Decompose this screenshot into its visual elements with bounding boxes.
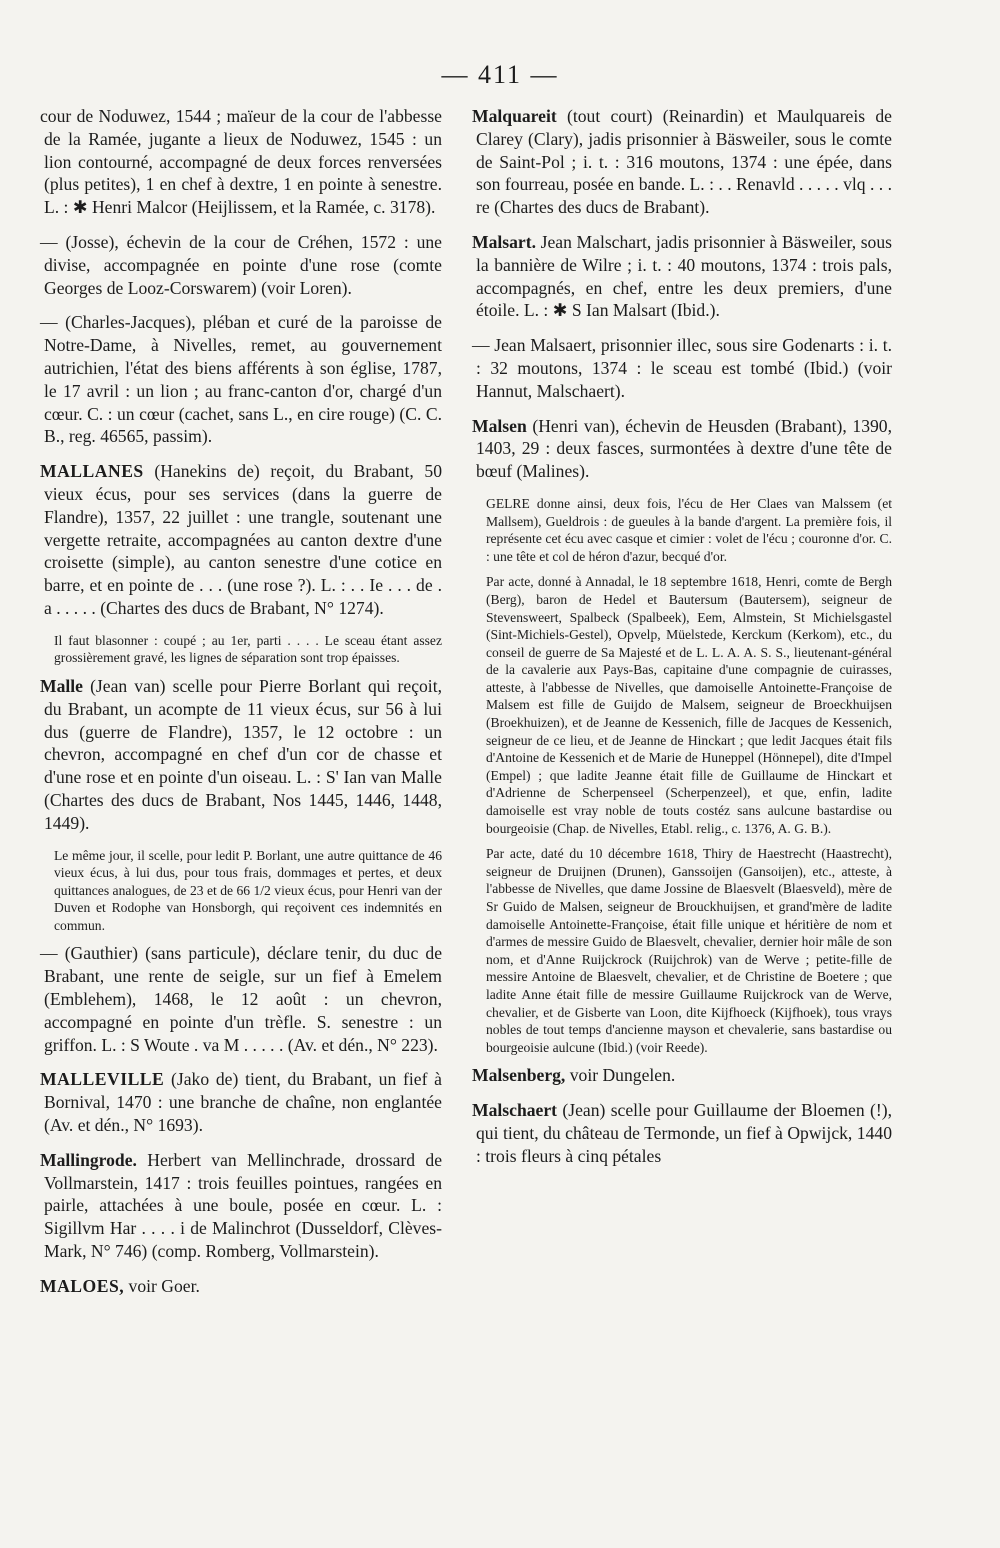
left-column	[40, 105, 442, 1310]
entry-heading: Malschaert	[472, 1100, 558, 1121]
entry-heading: MALLANES	[40, 461, 144, 482]
entry-heading: Malsart.	[472, 231, 537, 252]
entry-heading: Malle	[40, 675, 83, 696]
entry-heading: Malsenberg,	[472, 1065, 566, 1086]
entry-noduwez-continuation: cour de Noduwez, 1544 ; maïeur de la cour de l'abbesse de la Ramée, jugante a lieux de Noduwez, 1545 : un lion contourné, accompagné de deux forces renversées (plus petites), 1 en chef à dextre, 1 en pointe à senestre. L. : ✱ Henri Malcor (Heijlissem, et la Ramée, c. 3178).	[40, 106, 442, 218]
note-acte-1618-september: Par acte, donné à Annadal, le 18 septembre 1618, Henri, comte de Bergh (Berg), baron de Hedel et Bautersum (Bautersem), seigneur de Stevensweert, Spalbeck (Spalbeek), Eem, Almstein, St Michielsgastel (Sint-Michiels-Gestel), Opvelp, Müelstede, Kerckum (Kerkom), etc., du conseil de guerre de Sa Majesté et de L. L. A. A. S. S., lieutenant-général de la cavalerie aux Pays-Bas, capitaine d'une compagnie de cuirasses, atteste, à l'abbesse de Nivelles, que damoiselle Antoinette-Françoise de Malsem est fille de Guijdo de Malsem, seigneur de Broeckhuijsen (Broekhuizen), et de Jeanne de Kessenich, fille de Jacques de Kessenich, seigneur de ce lieu, et de Jeanne de Hinckart ; que ledit Jacques était fils d'Antoine de Kessenich et de Marie de Huneppel (Hönnepel), dite d'Impel (Empel) ; que ladite Jeanne était fille de Guillaume de Hinckart et d'Adrienne de Scherpenseel (Scherpenzeel), et que, enfin, ladite damoiselle est vray noble de touts costéz sans aulcune bastardise ou bourgeoisie (Chap. de Nivelles, Etabl. relig., c. 1376, A. G. B.).	[486, 574, 892, 836]
note-mallanes: Il faut blasonner : coupé ; au 1er, parti . . . . Le sceau étant assez grossièrement gravé, les lignes de séparation sont trop épaisses.	[54, 632, 442, 666]
entry-mallingrode: Mallingrode. Herbert van Mellinchrade, drossard de Vollmarstein, 1417 : trois feuilles pointues, rangées en pairle, attachées à une boule, posée en cœur. L. : Sigillvm Har . . . . i de Malinchrot (Dusseldorf, Clèves-Mark, N° 746) (comp. Romberg, Vollmarstein).	[40, 1149, 442, 1262]
entry-heading: Malsen	[472, 415, 527, 436]
note-malle: Le même jour, il scelle, pour ledit P. Borlant, une autre quittance de 46 vieux écus, à lui dus, pour tous frais, dommages et pertes, et deux quittances analogues, de 23 et de 66 1/2 vieux écus, pour Henri van der Duven et Rodophe van Honsborgh, qui reçoivent ces indemnités en commun.	[54, 847, 442, 933]
entry-heading: MALLEVILLE	[40, 1069, 165, 1090]
entry-malleville: MALLEVILLE (Jako de) tient, du Brabant, un fief à Bornival, 1470 : une branche de chaîne, non englantée (Av. et dén., N° 1693).	[40, 1069, 442, 1136]
entry-malschaert: Malschaert (Jean) scelle pour Guillaume der Bloemen (!), qui tient, du château de Termonde, un fief à Opwijck, 1440 : trois fleurs à cinq pétales	[472, 1100, 892, 1166]
entry-maloes: MALOES, voir Goer.	[40, 1275, 200, 1296]
note-acte-1618-december: Par acte, daté du 10 décembre 1618, Thiry de Haestrecht (Haastrecht), seigneur de Druijnen (Drunen), Ganssoijen (Gansoijen), etc., atteste, à l'abbesse de Nivelles, que dame Jossine de Blaesvelt (Blaesveld), mère de Sr Guido de Malsen, seigneur de Brouckhuijsen, et grand'mère de ladite damoiselle Antoinette-Françoise, était fille unique et héritière de nom et d'armes de messire Guido de Blaesvelt, chevalier, dernier hoir mâle de son nom, et d'Anne Ruijckrock (Ruijchrok) van de Werve ; petite-fille de messire Antoine de Blaesvelt, chevalier, et de Christine de Boetere ; que ladite Anne était fille de messire Guillaume Ruijckrock van de Werve, chevalier, et de Gisberte van Loon, dite Kijfhoeck (Kijfhoek), tous vrays nobles de tout temps d'ancienne mayson et chevalerie, sans bastardise ou bourgeoisie aulcune (Ibid.) (voir Reede).	[486, 846, 892, 1055]
entry-malquareit: Malquareit (tout court) (Reinardin) et Maulquareis de Clarey (Clary), jadis prisonnier à Bäsweiler, sous le comte de Saint-Pol ; i. t. : 316 moutons, 1374 : une épée, dans son fourreau, posée en bande. L. : . . Renavld . . . . . vlq . . . re (Chartes des ducs de Brabant).	[472, 106, 892, 218]
entry-malsenberg: Malsenberg, voir Dungelen.	[472, 1065, 676, 1086]
entry-mallanes: MALLANES (Hanekins de) reçoit, du Brabant, 50 vieux écus, pour ses services (dans la guerre de Flandre), 1357, 22 juillet : une trangle, soutenant une vergette retraite, accompagnées au canton dextre d'une croisette (simple), au canton senestre d'une cotice en barre, et en pointe de . . . (une rose ?). L. : . . Ie . . . de . a . . . . . (Chartes des ducs de Brabant, N° 1274).	[40, 461, 442, 618]
entry-malsart: Malsart. Jean Malschart, jadis prisonnier à Bäsweiler, sous la bannière de Wilre ; i. t. : 40 moutons, 1374 : trois pals, accompagnés, en chef, entre les deux premiers, d'une étoile. L. : ✱ S Ian Malsart (Ibid.).	[472, 231, 892, 321]
right-column	[472, 105, 892, 1180]
entry-heading: Malquareit	[472, 106, 557, 126]
entry-malsen: Malsen (Henri van), échevin de Heusden (Brabant), 1390, 1403, 29 : deux fasces, surmontées à dextre d'une tête de bœuf (Malines).	[472, 415, 892, 482]
note-gelre: GELRE donne ainsi, deux fois, l'écu de Her Claes van Malssem (et Mallsem), Gueldrois : de gueules à la bande d'argent. La première fois, il représente cet écu avec casque et cimier : volet de l'écu ; couronne d'or. C. : une tête et col de héron d'azur, becqué d'or.	[486, 495, 892, 564]
entry-josse: — (Josse), échevin de la cour de Créhen, 1572 : une divise, accompagnée en pointe d'une rose (comte Georges de Looz-Corswarem) (voir Loren).	[40, 231, 442, 298]
entry-heading: MALOES,	[40, 1275, 125, 1296]
entry-malle: Malle (Jean van) scelle pour Pierre Borlant qui reçoit, du Brabant, un acompte de 11 vieux écus, sur 56 à lui dus (guerre de Flandre), 1357, le 12 octobre : un chevron, accompagné en chef d'un cor de chasse et d'une rose et en pointe d'un oiseau. L. : S' Ian van Malle (Chartes des ducs de Brabant, Nos 1445, 1446, 1448, 1449).	[40, 675, 442, 833]
entry-charles-jacques: — (Charles-Jacques), pléban et curé de la paroisse de Notre-Dame, à Nivelles, remet, au gouvernement autrichien, l'état des biens afférents à son église, 1787, le 17 avril : un lion ; au franc-canton d'or, chargé d'un cœur. C. : un cœur (cachet, sans L., en cire rouge) (C. C. B., reg. 46565, passim).	[40, 312, 442, 447]
page-number: — 411 —	[441, 60, 559, 89]
entry-gauthier: — (Gauthier) (sans particule), déclare tenir, du duc de Brabant, une rente de seigle, sur un fief à Emelem (Emblehem), 1468, le 12 août : un chevron, accompagné en pointe d'un trèfle. S. senestre : un griffon. L. : S Woute . va M . . . . . (Av. et dén., N° 223).	[40, 943, 442, 1055]
entry-heading: Mallingrode.	[40, 1149, 137, 1170]
entry-jean-malsaert: — Jean Malsaert, prisonnier illec, sous sire Godenarts : i. t. : 32 moutons, 1374 : le sceau est tombé (Ibid.) (voir Hannut, Malschaert).	[472, 335, 892, 401]
